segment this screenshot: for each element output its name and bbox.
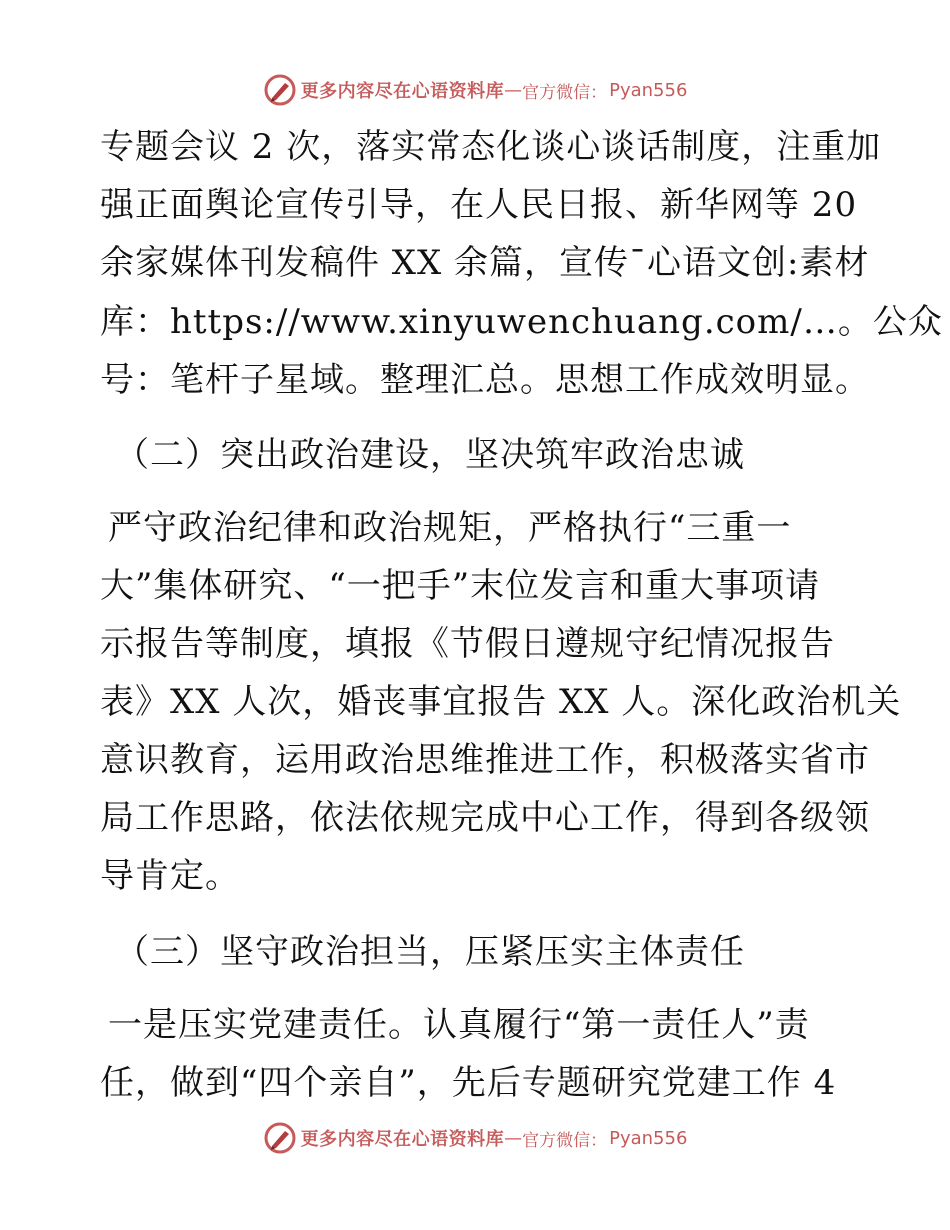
section-heading: （三）坚守政治担当，压紧压实主体责任 [115, 932, 745, 972]
body-line: 一是压实党建责任。认真履行“第一责任人”责 [108, 1005, 810, 1045]
banner-dash: — [504, 79, 523, 101]
body-line: 示报告等制度，填报《节假日遵规守纪情况报告 [100, 624, 835, 664]
section-heading: （二）突出政治建设，坚决筑牢政治忠诚 [115, 435, 745, 475]
body-line: 专题会议 2 次，落实常态化谈心谈话制度，注重加 [100, 127, 882, 167]
body-line: 意识教育，运用政治思维推进工作，积极落实省市 [100, 740, 870, 780]
body-line: 任，做到“四个亲自”，先后专题研究党建工作 4 [100, 1063, 837, 1103]
banner-wechat-label: 官方微信： [522, 1130, 608, 1151]
pen-logo-icon [263, 73, 297, 107]
banner-wechat-id: Pyan556 [609, 1127, 688, 1149]
banner-title: 更多内容尽在心语资料库 [300, 1129, 505, 1150]
body-line: 号：笔杆子星域。整理汇总。思想工作成效明显。 [100, 360, 870, 400]
banner-title: 更多内容尽在心语资料库 [300, 81, 505, 102]
body-line: 局工作思路，依法依规完成中心工作，得到各级领 [100, 798, 870, 838]
banner-dash: — [504, 1127, 523, 1149]
body-line: 大”集体研究、“一把手”末位发言和重大事项请 [100, 566, 821, 606]
footer-banner [0, 1118, 950, 1158]
body-line: 强正面舆论宣传引导，在人民日报、新华网等 20 [100, 185, 858, 225]
body-line: 严守政治纪律和政治规矩，严格执行“三重一 [108, 508, 792, 548]
pen-logo-icon [263, 1121, 297, 1155]
body-line: 余家媒体刊发稿件 XX 余篇，宣传¯心语文创:素材 [100, 243, 870, 283]
body-line: 库：https://www.xinyuwenchuang.com/…。公众 [100, 302, 943, 342]
header-banner [0, 70, 950, 110]
body-line: 导肯定。 [100, 856, 240, 896]
body-line: 表》XX 人次，婚丧事宜报告 XX 人。深化政治机关 [100, 682, 902, 722]
banner-wechat-label: 官方微信： [522, 82, 608, 103]
banner-wechat-id: Pyan556 [609, 79, 688, 101]
